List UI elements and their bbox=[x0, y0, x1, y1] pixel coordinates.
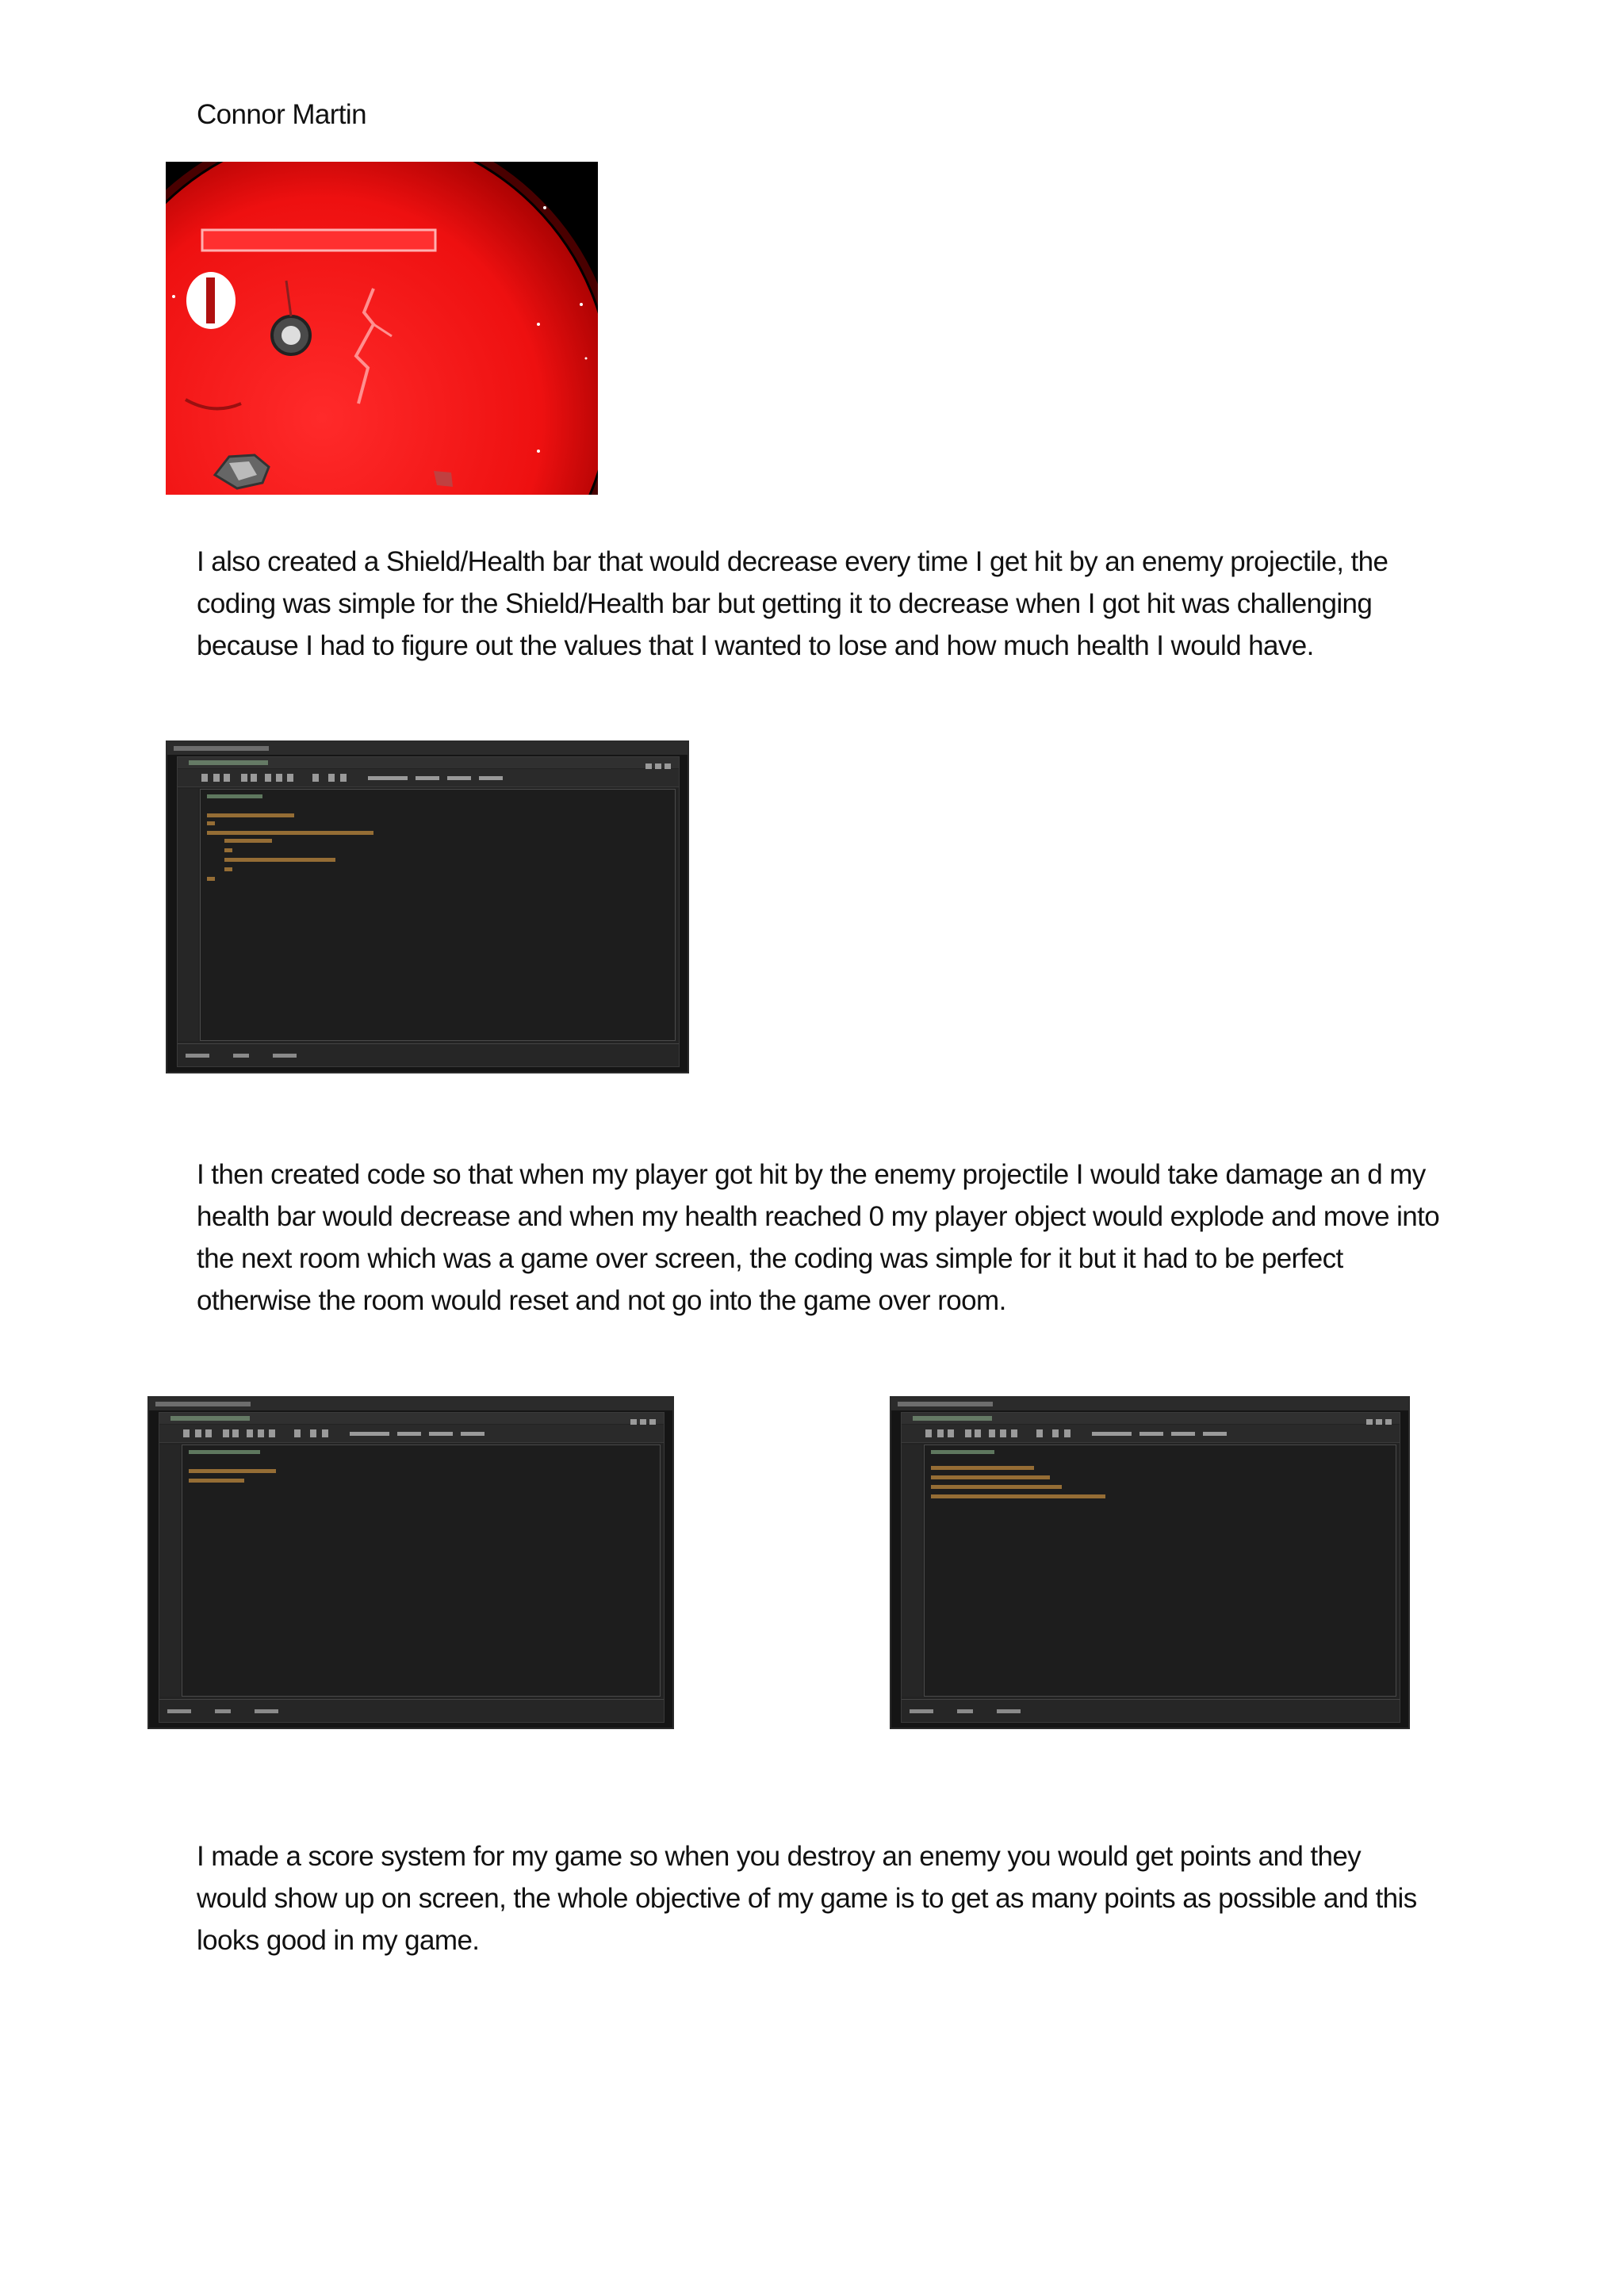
code-editor-screenshot-health bbox=[166, 740, 689, 1073]
game-screenshot bbox=[166, 162, 598, 495]
paragraph-damage: I then created code so that when my player got hit by the enemy projectile I would take damage an d my health bar would decrease and when my health reached 0 my player object would explode and move into the next room which was a game over screen, the coding was simple for it but it had to be perfect otherwise the room would reset and not go into the game over room. bbox=[197, 1159, 1447, 1316]
health-bar bbox=[202, 230, 435, 251]
code-editor-screenshot-score-create bbox=[147, 1396, 674, 1729]
paragraph-score: I made a score system for my game so when you destroy an enemy you would get points and they would show up on screen, the whole objective of my game is to get as many points as possible and this looks good in my game. bbox=[197, 1841, 1424, 1956]
author-name: Connor Martin bbox=[197, 99, 366, 130]
paragraph-health-bar: I also created a Shield/Health bar that would decrease every time I get hit by an enemy projectile, the coding was simple for the Shield/Health bar but getting it to decrease when I got hit was challenging because I had to figure out the values that I wanted to lose and how much health I would have. bbox=[197, 546, 1396, 661]
game-scene bbox=[166, 162, 598, 495]
planet bbox=[166, 162, 598, 495]
code-editor-screenshot-score-draw bbox=[890, 1396, 1410, 1729]
